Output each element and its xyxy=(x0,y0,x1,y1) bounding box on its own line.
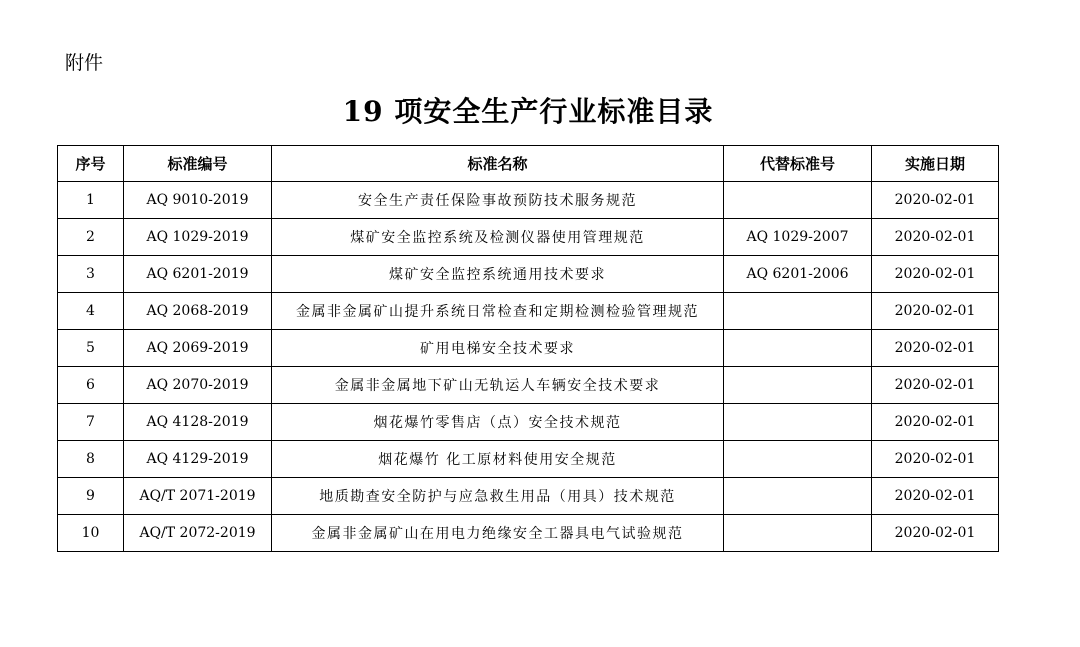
replaced-standard-cell: AQ 1029-2007 xyxy=(724,219,872,256)
serial-number-cell: 5 xyxy=(58,330,124,367)
table-row xyxy=(58,367,999,404)
header-standard-code: 标准编号 xyxy=(124,146,272,182)
table-row xyxy=(58,330,999,367)
document-title: 19 项安全生产行业标准目录 xyxy=(342,95,714,128)
table-row xyxy=(58,404,999,441)
effective-date-cell: 2020-02-01 xyxy=(872,367,999,404)
effective-date-cell: 2020-02-01 xyxy=(872,219,999,256)
table-header-row xyxy=(58,146,999,182)
replaced-standard-cell xyxy=(724,367,872,404)
effective-date-cell: 2020-02-01 xyxy=(872,478,999,515)
serial-number-cell: 10 xyxy=(58,515,124,552)
standard-code-cell: AQ 2068-2019 xyxy=(124,293,272,330)
standard-name-cell: 安全生产责任保险事故预防技术服务规范 xyxy=(272,182,724,219)
table-row xyxy=(58,515,999,552)
table-row xyxy=(58,256,999,293)
replaced-standard-cell xyxy=(724,478,872,515)
standard-code-cell: AQ 1029-2019 xyxy=(124,219,272,256)
replaced-standard-cell xyxy=(724,441,872,478)
standard-name-cell: 烟花爆竹 化工原材料使用安全规范 xyxy=(272,441,724,478)
table-row xyxy=(58,441,999,478)
serial-number-cell: 8 xyxy=(58,441,124,478)
standard-code-cell: AQ 6201-2019 xyxy=(124,256,272,293)
standard-name-cell: 煤矿安全监控系统通用技术要求 xyxy=(272,256,724,293)
effective-date-cell: 2020-02-01 xyxy=(872,330,999,367)
replaced-standard-cell xyxy=(724,182,872,219)
standard-name-cell: 金属非金属矿山提升系统日常检查和定期检测检验管理规范 xyxy=(272,293,724,330)
header-effective-date: 实施日期 xyxy=(872,146,999,182)
standard-name-cell: 地质勘查安全防护与应急救生用品（用具）技术规范 xyxy=(272,478,724,515)
replaced-standard-cell xyxy=(724,515,872,552)
serial-number-cell: 4 xyxy=(58,293,124,330)
serial-number-cell: 9 xyxy=(58,478,124,515)
table-row xyxy=(58,478,999,515)
standard-name-cell: 烟花爆竹零售店（点）安全技术规范 xyxy=(272,404,724,441)
serial-number-cell: 2 xyxy=(58,219,124,256)
replaced-standard-cell xyxy=(724,293,872,330)
table-row xyxy=(58,293,999,330)
replaced-standard-cell xyxy=(724,404,872,441)
table-row xyxy=(58,219,999,256)
effective-date-cell: 2020-02-01 xyxy=(872,256,999,293)
header-replaced-standard: 代替标准号 xyxy=(724,146,872,182)
standard-name-cell: 金属非金属矿山在用电力绝缘安全工器具电气试验规范 xyxy=(272,515,724,552)
serial-number-cell: 7 xyxy=(58,404,124,441)
serial-number-cell: 3 xyxy=(58,256,124,293)
standard-code-cell: AQ 9010-2019 xyxy=(124,182,272,219)
attachment-label: 附件 xyxy=(65,52,104,74)
standard-code-cell: AQ 4128-2019 xyxy=(124,404,272,441)
effective-date-cell: 2020-02-01 xyxy=(872,404,999,441)
standard-name-cell: 矿用电梯安全技术要求 xyxy=(272,330,724,367)
effective-date-cell: 2020-02-01 xyxy=(872,441,999,478)
serial-number-cell: 6 xyxy=(58,367,124,404)
replaced-standard-cell: AQ 6201-2006 xyxy=(724,256,872,293)
effective-date-cell: 2020-02-01 xyxy=(872,293,999,330)
standard-name-cell: 金属非金属地下矿山无轨运人车辆安全技术要求 xyxy=(272,367,724,404)
standard-code-cell: AQ 2070-2019 xyxy=(124,367,272,404)
header-serial-number: 序号 xyxy=(58,146,124,182)
replaced-standard-cell xyxy=(724,330,872,367)
standard-name-cell: 煤矿安全监控系统及检测仪器使用管理规范 xyxy=(272,219,724,256)
effective-date-cell: 2020-02-01 xyxy=(872,515,999,552)
serial-number-cell: 1 xyxy=(58,182,124,219)
standards-table xyxy=(57,145,999,552)
standard-code-cell: AQ/T 2071-2019 xyxy=(124,478,272,515)
header-standard-name: 标准名称 xyxy=(272,146,724,182)
table-row xyxy=(58,182,999,219)
standard-code-cell: AQ 4129-2019 xyxy=(124,441,272,478)
standard-code-cell: AQ/T 2072-2019 xyxy=(124,515,272,552)
standard-code-cell: AQ 2069-2019 xyxy=(124,330,272,367)
effective-date-cell: 2020-02-01 xyxy=(872,182,999,219)
